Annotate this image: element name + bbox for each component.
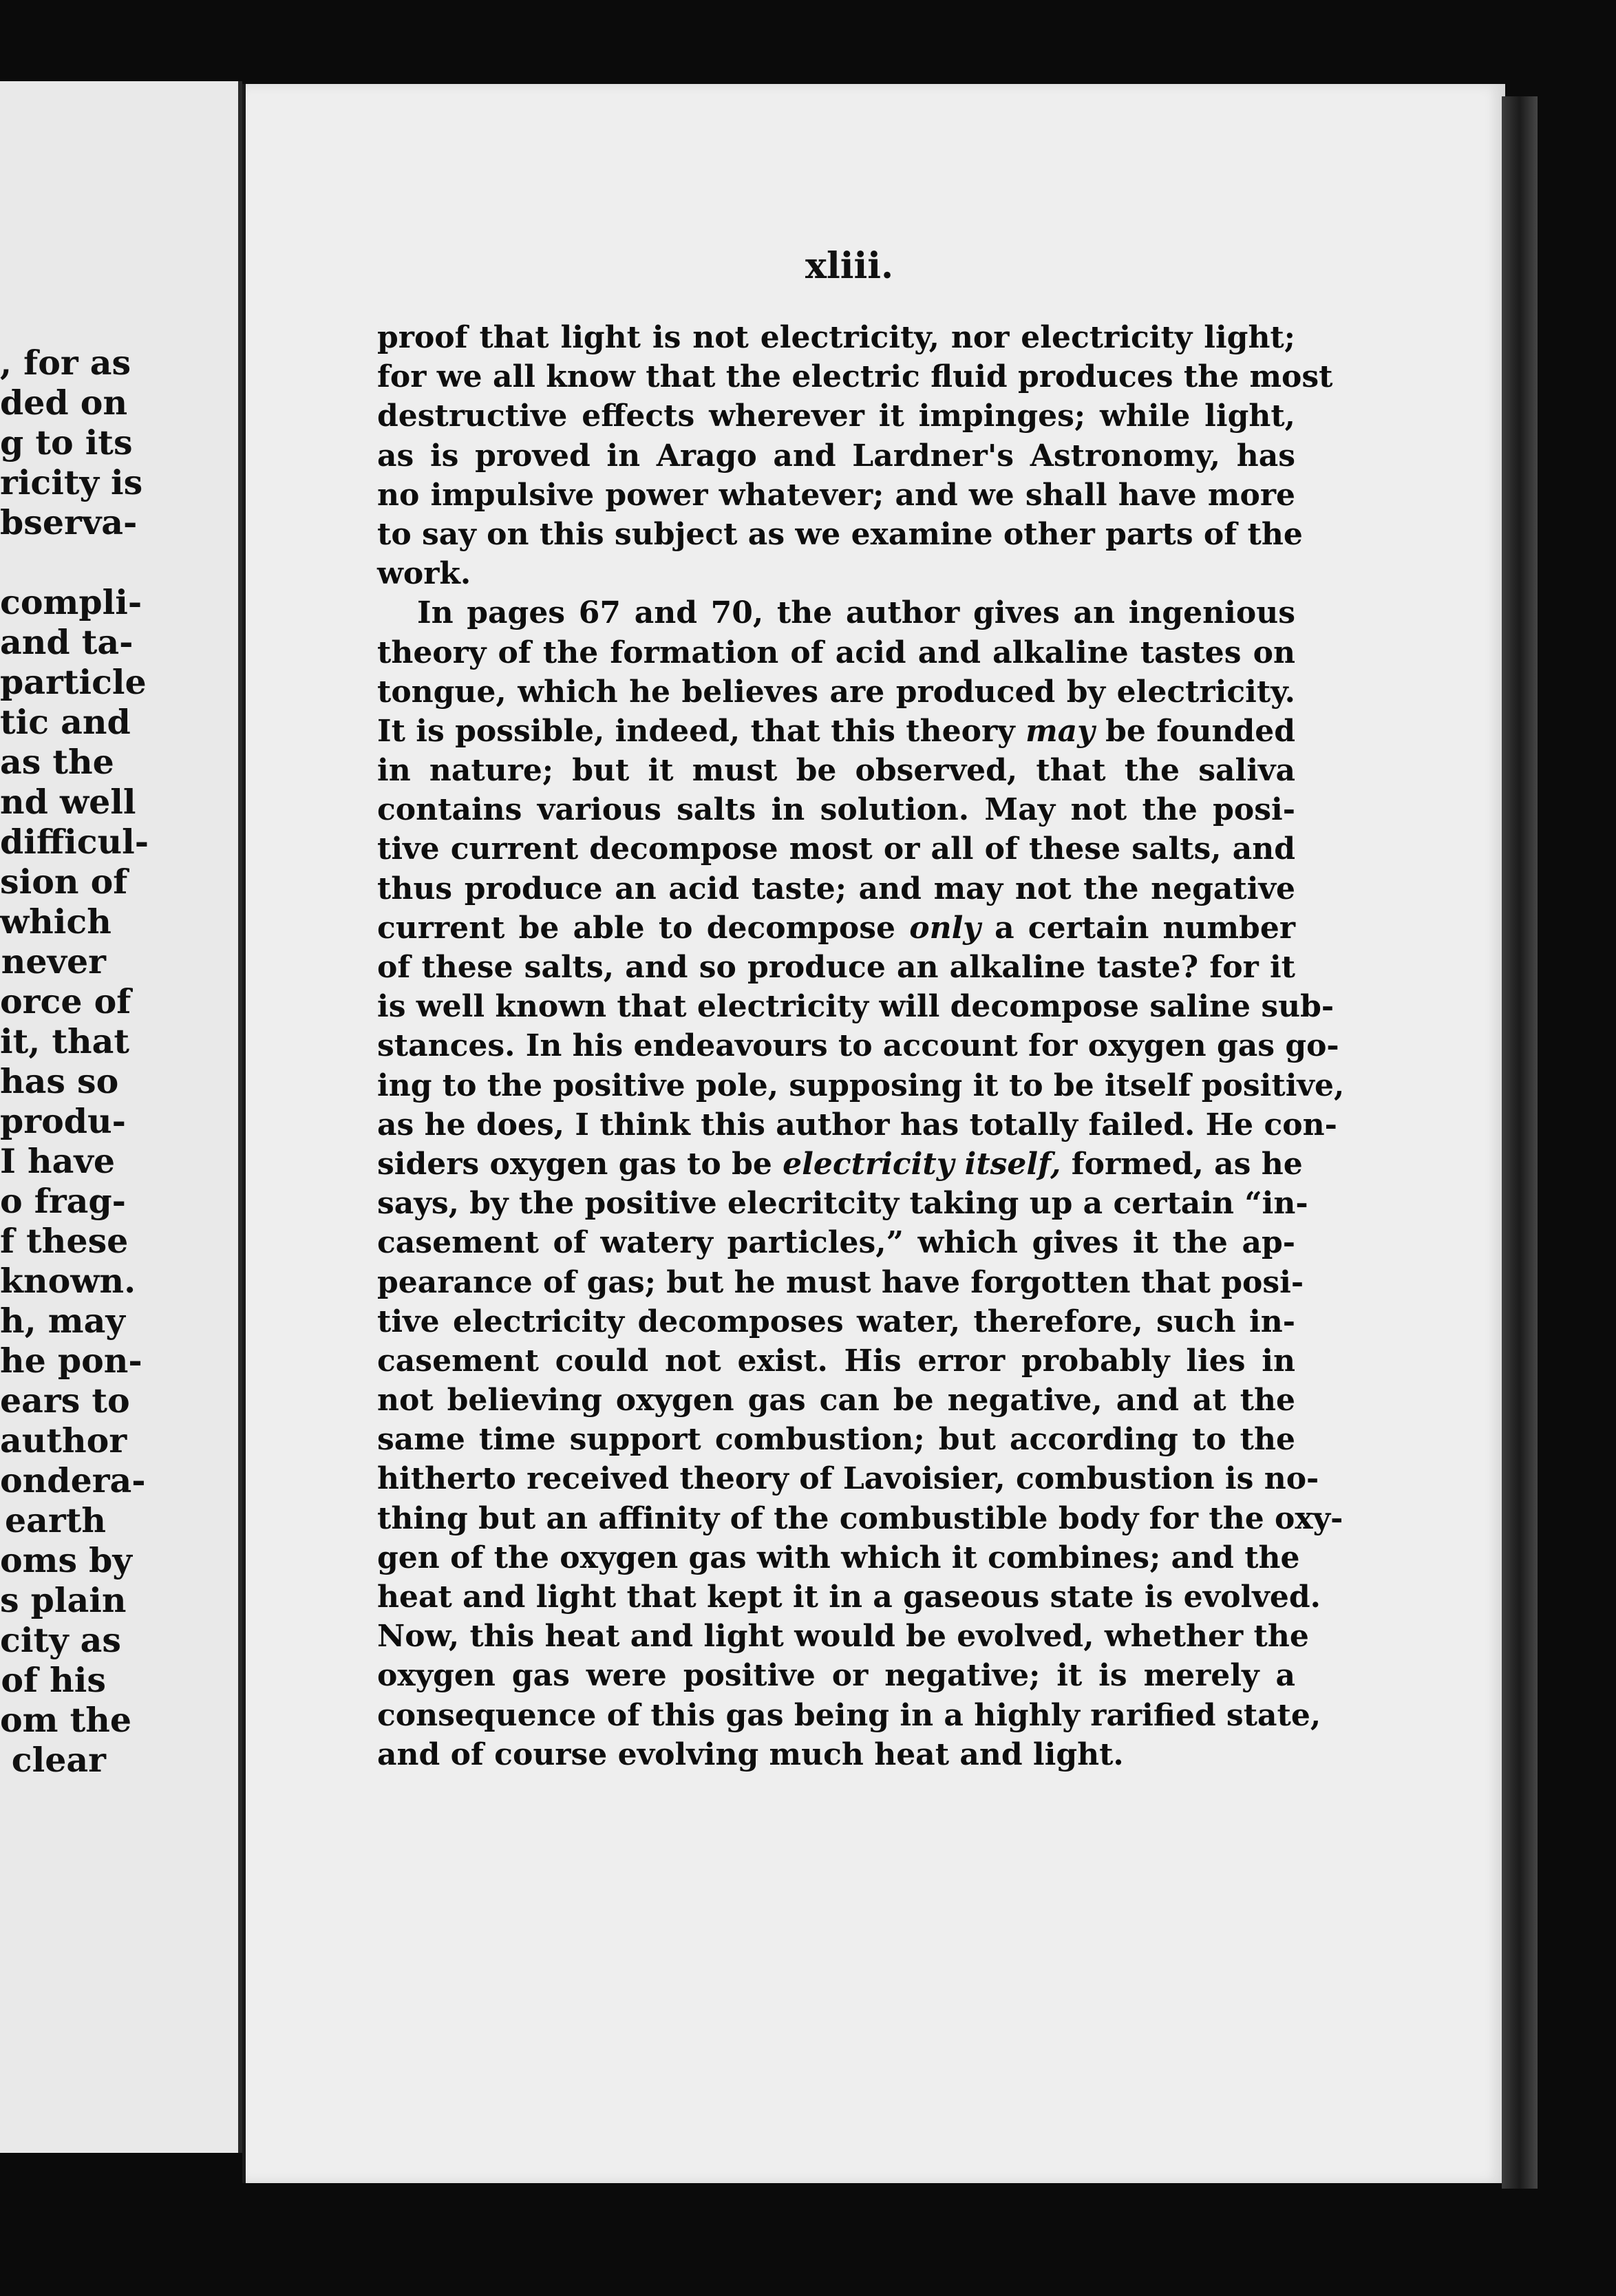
left-page-line: compli- bbox=[0, 582, 142, 622]
text-line: current be able to decompose only a certain number bbox=[377, 910, 1295, 946]
text-line: siders oxygen gas to be electricity itself, formed, as he bbox=[377, 1146, 1303, 1182]
left-page-line: orce of bbox=[0, 981, 131, 1021]
left-page-line: known. bbox=[0, 1261, 136, 1301]
left-page-line: of his bbox=[1, 1660, 106, 1700]
text-line: ing to the positive pole, supposing it to be itself positive, bbox=[377, 1067, 1345, 1103]
text-line: says, by the positive elecritcity taking up a certain “in- bbox=[377, 1186, 1308, 1222]
text-line: destructive effects wherever it impinges; while light, bbox=[377, 398, 1295, 434]
text-line: oxygen gas were positive or negative; it is merely a bbox=[377, 1658, 1295, 1694]
text-line: proof that light is not electricity, nor electricity light; bbox=[377, 320, 1295, 355]
left-page-line: and ta- bbox=[0, 622, 134, 662]
left-page-line: ondera- bbox=[0, 1460, 146, 1500]
left-page-line: ricity is bbox=[0, 463, 143, 502]
left-page-line: clear bbox=[11, 1740, 106, 1780]
page-number: xliii. bbox=[805, 245, 894, 287]
text-line: for we all know that the electric fluid produces the most bbox=[377, 359, 1333, 395]
text-line: work. bbox=[377, 556, 471, 592]
left-page-line: he pon- bbox=[0, 1341, 142, 1381]
text-line: as is proved in Arago and Lardner's Astronomy, has bbox=[377, 438, 1295, 474]
text-line: In pages 67 and 70, the author gives an ingenious bbox=[417, 595, 1295, 631]
left-page-line: earth bbox=[5, 1500, 106, 1540]
text-line: gen of the oxygen gas with which it combines; and the bbox=[377, 1540, 1300, 1575]
text-line: casement of watery particles,” which gives it the ap- bbox=[377, 1225, 1295, 1261]
text-line: is well known that electricity will decompose saline sub- bbox=[377, 989, 1335, 1025]
text-line: tive electricity decomposes water, therefore, such in- bbox=[377, 1304, 1295, 1339]
left-page-line: f these bbox=[0, 1221, 129, 1261]
left-page-line: author bbox=[0, 1421, 127, 1460]
text-line: not believing oxygen gas can be negative, and at the bbox=[377, 1383, 1295, 1418]
left-page-line: , for as bbox=[0, 343, 131, 383]
left-page-line: particle bbox=[0, 662, 147, 702]
text-line: tongue, which he believes are produced by electricity. bbox=[377, 674, 1295, 710]
left-page-line: as the bbox=[0, 742, 114, 782]
text-line: Now, this heat and light would be evolved, whether the bbox=[377, 1619, 1309, 1655]
text-line: and of course evolving much heat and light. bbox=[377, 1736, 1124, 1772]
text-line: thing but an affinity of the combustible body for the oxy- bbox=[377, 1500, 1343, 1536]
left-page-line bbox=[0, 542, 106, 582]
left-page-text-fragments bbox=[0, 343, 149, 1780]
text-line: as he does, I think this author has totally failed. He con- bbox=[377, 1107, 1337, 1142]
left-page-line: sion of bbox=[0, 862, 128, 902]
text-line: no impulsive power whatever; and we shall have more bbox=[377, 477, 1295, 513]
left-page-line: o frag- bbox=[0, 1181, 126, 1221]
text-line: contains various salts in solution. May not the posi- bbox=[377, 792, 1295, 828]
left-page-line: om the bbox=[0, 1700, 132, 1740]
left-page-line: city as bbox=[0, 1620, 121, 1660]
text-line: pearance of gas; but he must have forgotten that posi- bbox=[377, 1264, 1304, 1300]
text-line: casement could not exist. His error probably lies in bbox=[377, 1343, 1295, 1379]
text-line: It is possible, indeed, that this theory may be founded bbox=[377, 713, 1295, 749]
left-page-line: which bbox=[0, 902, 111, 942]
page-edge bbox=[1502, 96, 1538, 2189]
left-page-line: ears to bbox=[0, 1381, 130, 1421]
text-line: theory of the formation of acid and alkaline tastes on bbox=[377, 635, 1295, 670]
text-line: consequence of this gas being in a highly rarified state, bbox=[377, 1697, 1321, 1733]
text-line: in nature; but it must be observed, that the saliva bbox=[377, 753, 1295, 789]
left-page bbox=[0, 81, 242, 2153]
left-page-line: g to its bbox=[0, 423, 133, 463]
left-page-line: difficul- bbox=[0, 822, 149, 862]
text-line: heat and light that kept it in a gaseous state is evolved. bbox=[377, 1580, 1321, 1615]
body-text bbox=[377, 318, 1345, 1774]
left-page-line: has so bbox=[0, 1061, 119, 1101]
left-page-line: tic and bbox=[0, 702, 131, 742]
text-line: stances. In his endeavours to account for oxygen gas go- bbox=[377, 1028, 1339, 1064]
left-page-line: produ- bbox=[0, 1101, 126, 1141]
text-line: hitherto received theory of Lavoisier, combustion is no- bbox=[377, 1461, 1319, 1497]
left-page-line: I have bbox=[0, 1141, 116, 1181]
left-page-line: it, that bbox=[0, 1021, 130, 1061]
text-line: same time support combustion; but according to the bbox=[377, 1422, 1295, 1458]
left-page-line: s plain bbox=[0, 1580, 127, 1620]
left-page-line: bserva- bbox=[0, 502, 138, 542]
left-page-line: h, may bbox=[0, 1301, 125, 1341]
left-page-line: ded on bbox=[0, 383, 128, 423]
text-line: to say on this subject as we examine other parts of the bbox=[377, 516, 1303, 552]
text-line: thus produce an acid taste; and may not the negative bbox=[377, 871, 1295, 906]
text-line: of these salts, and so produce an alkaline taste? for it bbox=[377, 950, 1295, 985]
text-line: tive current decompose most or all of these salts, and bbox=[377, 831, 1295, 867]
left-page-line: nd well bbox=[0, 782, 136, 822]
left-page-line: oms by bbox=[0, 1540, 132, 1580]
left-page-line: never bbox=[1, 942, 106, 981]
